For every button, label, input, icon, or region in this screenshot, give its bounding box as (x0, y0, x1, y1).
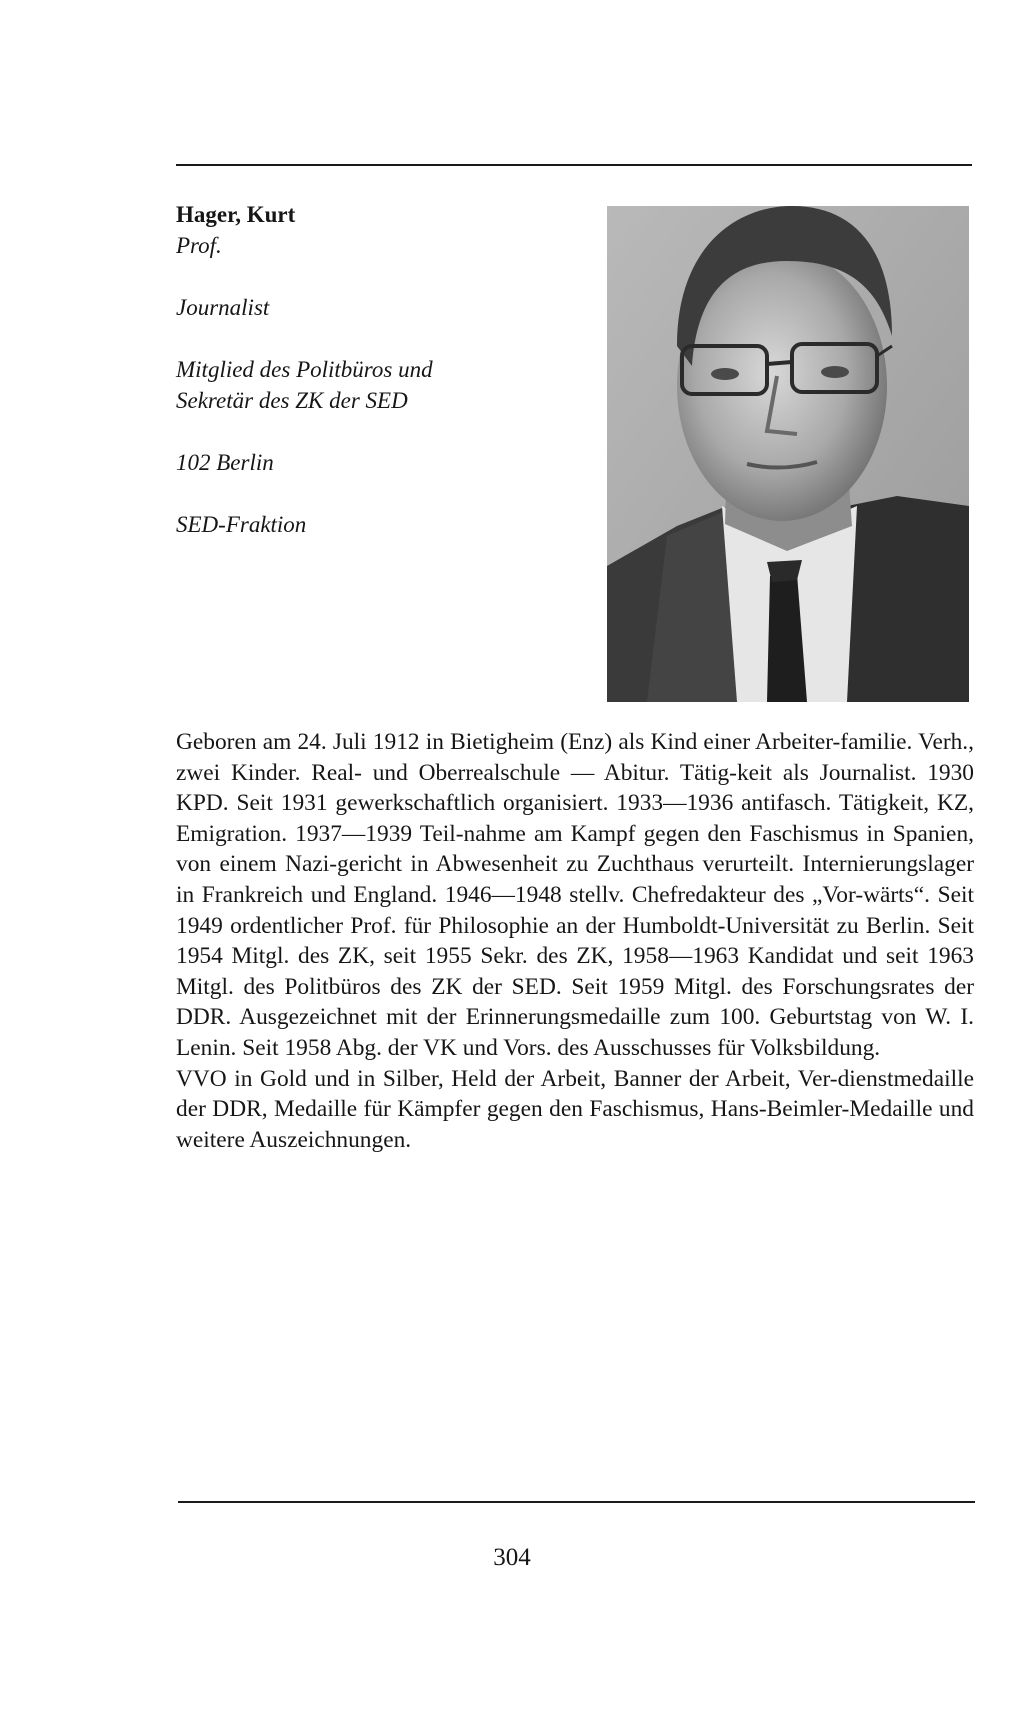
top-rule (176, 164, 972, 166)
bottom-rule (178, 1501, 975, 1503)
entry-header (176, 200, 596, 540)
faction: SED-Fraktion (176, 512, 307, 537)
place: 102 Berlin (176, 450, 274, 475)
occupation: Journalist (176, 295, 270, 320)
page-number: 304 (493, 1544, 531, 1571)
function-line-2: Sekretär des ZK der SED (176, 388, 408, 413)
biography-paragraph: Geboren am 24. Juli 1912 in Bietigheim (Enz) als Kind einer Arbeiter-familie. Verh., zwei Kinder. Real- und Oberrealschule — Abitur. Tätig-keit als Journalist. 1930 KPD. Seit 1931 gewerkschaftlich organisiert. 1933—1936 antifasch. Tätigkeit, KZ, Emigration. 1937—1939 Teil-nahme am Kampf gegen den Faschismus in Spanien, von einem Nazi-gericht in Abwesenheit zu Zuchthaus verurteilt. Internierungslager in Frankreich und England. 1946—1948 stellv. Chefredakteur des „Vor-wärts“. Seit 1949 ordentlicher Prof. für Philosophie an der Humboldt-Universität zu Berlin. Seit 1954 Mitgl. des ZK, seit 1955 Sekr. des ZK, 1958—1963 Kandidat und seit 1963 Mitgl. des Politbüros des ZK der SED. Seit 1959 Mitgl. des Forschungsrates der DDR. Ausgezeichnet mit der Erinnerungsmedaille zum 100. Geburtstag von W. I. Lenin. Seit 1958 Abg. der VK und Vors. des Ausschusses für Volksbildung. (176, 729, 974, 1061)
biography (176, 727, 974, 1155)
academic-title: Prof. (176, 233, 222, 258)
person-name: Hager, Kurt (176, 202, 296, 227)
function-line-1: Mitglied des Politbüros und (176, 357, 433, 382)
portrait-photo (607, 206, 969, 702)
biography-awards-paragraph: VVO in Gold und in Silber, Held der Arbeit, Banner der Arbeit, Ver-dienstmedaille der DDR, Medaille für Kämpfer gegen den Faschismus, Hans-Beimler-Medaille und weitere Auszeichnungen. (176, 1065, 974, 1153)
